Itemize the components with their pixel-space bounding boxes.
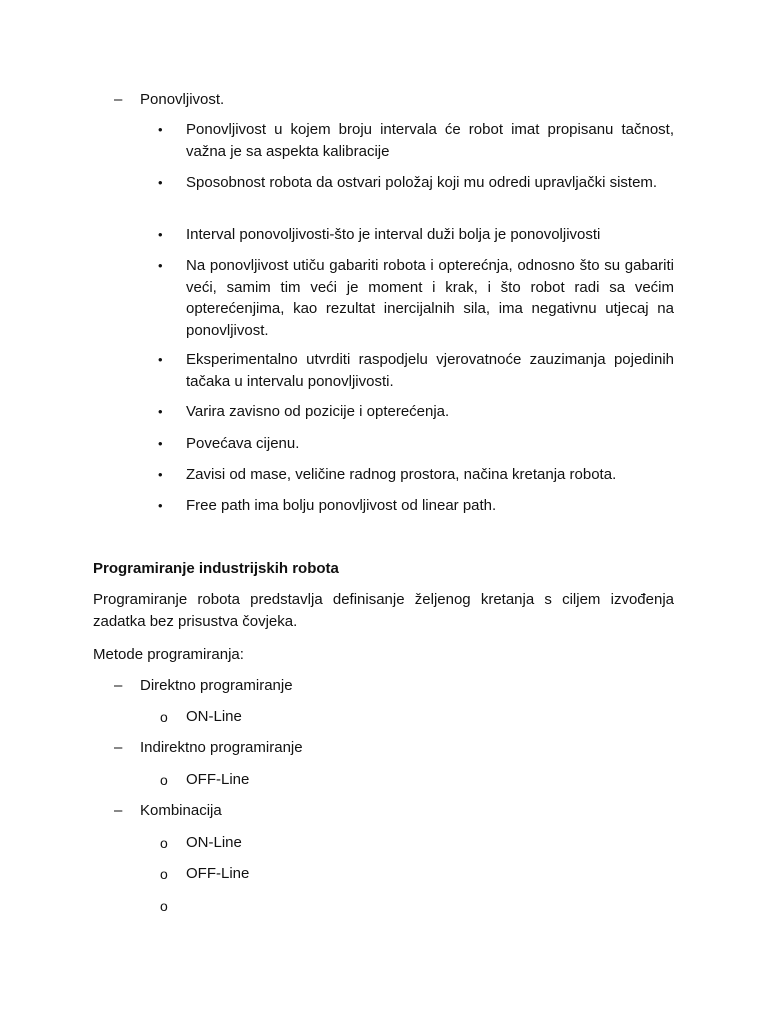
circle-marker: o [160,898,168,914]
bullet-marker: • [158,404,163,419]
bullet-item: Na ponovljivost utiču gabariti robota i opterećnja, odnosno što su gabariti veći, samim tim veći je moment i krak, i što robot radi sa većim opterećenjima, kao rezultat inercijalnih sila, ima negativnu utjecaj na ponovljivost. [186,257,674,339]
bullet-item: Ponovljivost u kojem broju intervala će robot imat propisanu tačnost, važna je sa aspekta kalibracije [186,121,674,160]
dash-marker: – [114,802,123,819]
bullet-item: Sposobnost robota da ostvari položaj koji mu odredi upravljački sistem. [186,174,658,191]
bullet-marker: • [158,436,163,451]
bullet-marker: • [158,122,163,137]
bullet-item: Povećava cijenu. [186,435,300,452]
dash-marker: – [114,91,123,108]
bullet-marker: • [158,175,163,190]
method-item-direktno: Direktno programiranje [140,677,293,694]
section-heading: Programiranje industrijskih robota [93,560,339,577]
list-item-ponovljivost: Ponovljivost. [140,91,225,108]
bullet-item: Eksperimentalno utvrditi raspodjelu vjerovatnoće zauzimanja pojedinih tačaka u intervalu ponovljivosti. [186,351,674,390]
bullet-marker: • [158,467,163,482]
dash-marker: – [114,739,123,756]
bullet-item: Zavisi od mase, veličine radnog prostora, načina kretanja robota. [186,466,617,483]
sub-item: OFF-Line [186,771,250,788]
dash-marker: – [114,677,123,694]
intro-paragraph: Programiranje robota predstavlja definisanje željenog kretanja s ciljem izvođenja zadatka bez prisustva čovjeka. [93,591,674,630]
bullet-item: Varira zavisno od pozicije i opterećenja. [186,403,450,420]
bullet-marker: • [158,258,163,273]
circle-marker: o [160,835,168,851]
sub-item: ON-Line [186,708,242,725]
circle-marker: o [160,866,168,882]
bullet-marker: • [158,227,163,242]
method-item-indirektno: Indirektno programiranje [140,739,303,756]
bullet-marker: • [158,352,163,367]
circle-marker: o [160,709,168,725]
method-item-kombinacija: Kombinacija [140,802,222,819]
sub-item: OFF-Line [186,865,250,882]
methods-label: Metode programiranja: [93,646,244,663]
circle-marker: o [160,772,168,788]
bullet-item: Free path ima bolju ponovljivost od linear path. [186,497,497,514]
sub-item: ON-Line [186,834,242,851]
bullet-marker: • [158,498,163,513]
bullet-item: Interval ponovoljivosti-što je interval duži bolja je ponovoljivosti [186,226,601,243]
